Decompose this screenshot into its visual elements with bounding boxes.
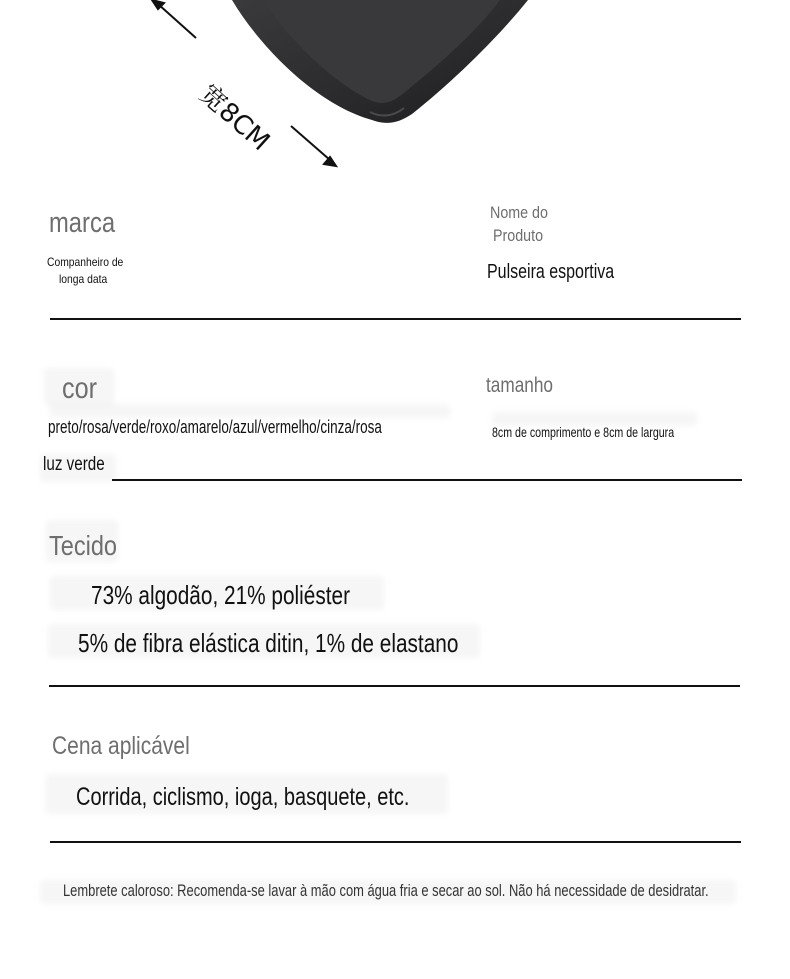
product-name-label-line1: Nome do	[490, 203, 548, 222]
fabric-value-line2: 5% de fibra elástica ditin, 1% de elastano	[78, 628, 459, 658]
product-name-label-line2: Produto	[493, 226, 544, 245]
divider-1	[50, 318, 741, 320]
brand-value-line1: Companheiro de	[47, 255, 124, 269]
usage-label: Cena aplicável	[52, 732, 190, 760]
dimension-width-label: 宽8CM	[193, 79, 276, 158]
brand-label: marca	[49, 207, 116, 239]
care-tip-text: Lembrete caloroso: Recomenda-se lavar à mão com água fria e secar ao sol. Não há necessidade de desidratar.	[63, 881, 709, 900]
divider-4	[50, 841, 741, 843]
fabric-value-line1: 73% algodão, 21% poliéster	[91, 580, 351, 610]
product-name-value: Pulseira esportiva	[487, 261, 615, 283]
usage-value: Corrida, ciclismo, ioga, basquete, etc.	[76, 783, 410, 811]
divider-2	[112, 479, 742, 481]
size-label: tamanho	[486, 374, 554, 397]
divider-3	[49, 685, 740, 687]
brand-value-line2: longa data	[59, 272, 108, 286]
color-label: cor	[62, 372, 98, 405]
color-value-line1: preto/rosa/verde/roxo/amarelo/azul/vermelho/cinza/rosa	[48, 417, 382, 437]
color-value-line2: luz verde	[43, 454, 105, 475]
fabric-label: Tecido	[49, 530, 117, 561]
wristband-product-image	[0, 0, 790, 180]
size-value: 8cm de comprimento e 8cm de largura	[492, 424, 675, 440]
